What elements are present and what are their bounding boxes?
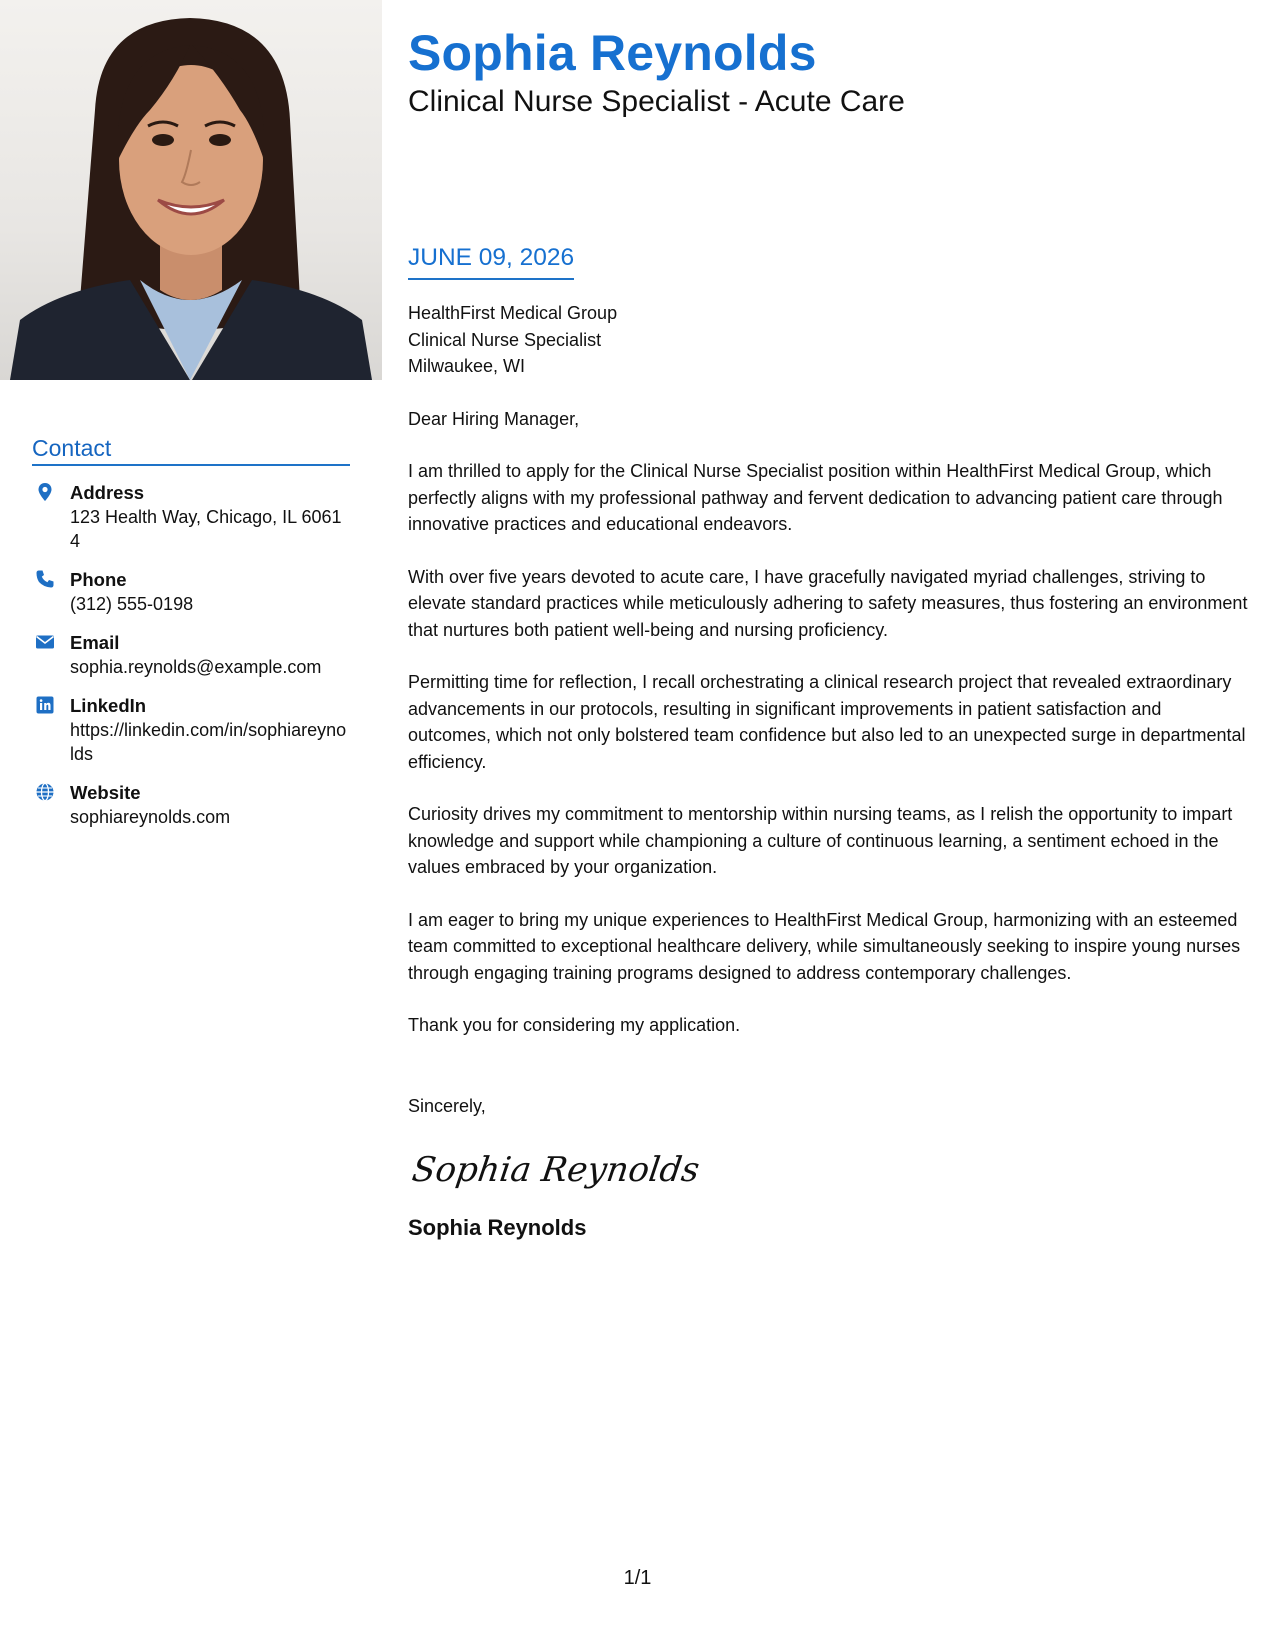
contact-heading: Contact [32,435,350,466]
contact-item-email [32,630,350,679]
contact-label: LinkedIn [70,695,147,716]
letter-paragraph: Curiosity drives my commitment to mentorship within nursing teams, as I relish the opportunity to impart knowledge and support while championing a culture of continuous learning, a sentiment echoed in the values embraced by your organization. [408,804,1233,877]
letter-paragraph: Thank you for considering my application. [408,1015,741,1035]
contact-item-phone [32,567,350,616]
portrait-illustration [0,0,382,380]
letter-paragraph: With over five years devoted to acute care, I have gracefully navigated myriad challenges, striving to elevate standard practices while meticulously adhering to safety measures, thus fostering an environment that nurtures both patient well-being and nursing proficiency. [408,566,1248,640]
linkedin-icon [35,695,55,715]
profile-photo [0,0,382,380]
sidebar [32,435,350,829]
letter-paragraph: Permitting time for reflection, I recall orchestrating a clinical research project that revealed extraordinary advancements in our protocols, resulting in significant improvements in patient satisfaction and outcomes, which not only bolstered team confidence but also led to an unexpected surge in departmental efficiency. [408,672,1246,772]
contact-value: 123 Health Way, Chicago, IL 60614 [70,507,342,551]
signed-name: Sophia Reynolds [408,1215,587,1240]
contact-label: Email [70,632,120,653]
contact-item-address [32,480,350,553]
contact-item-linkedin [32,693,350,766]
svg-text:Sophia Reynolds: Sophia Reynolds [409,1150,702,1190]
phone-icon [35,569,55,589]
map-pin-icon [35,482,55,502]
contact-label: Website [70,782,141,803]
signature-image [408,1145,1248,1195]
closing: Sincerely, [408,1095,486,1116]
greeting: Dear Hiring Manager, [408,408,580,429]
globe-icon [35,782,55,802]
page-number: 1/1 [623,1567,652,1589]
contact-label: Phone [70,569,127,590]
recipient-company: HealthFirst Medical Group [408,303,618,323]
envelope-icon [35,632,55,652]
contact-value: (312) 555-0198 [70,594,194,614]
contact-label: Address [70,482,145,503]
letter-main [408,22,1248,1241]
contact-item-website [32,780,350,829]
letter-date: JUNE 09, 2026 [408,244,574,280]
job-title: Clinical Nurse Specialist - Acute Care [408,85,905,118]
applicant-name: Sophia Reynolds [408,25,817,81]
recipient-position: Clinical Nurse Specialist [408,329,602,350]
letter-paragraph: I am thrilled to apply for the Clinical Nurse Specialist position within HealthFirst Medical Group, which perfectly aligns with my professional pathway and fervent dedication to advancing patient care through innovative practices and educational endeavors. [408,461,1223,534]
recipient-block [408,300,1248,380]
linkedin-link[interactable]: https://linkedin.com/in/sophiareynolds [70,720,347,764]
website-link[interactable]: sophiareynolds.com [70,807,231,827]
letter-paragraph: I am eager to bring my unique experiences to HealthFirst Medical Group, harmonizing with an esteemed team committed to exceptional healthcare delivery, while simultaneously seeking to inspire young nurses through engaging training programs designed to address contemporary challenges. [408,909,1241,983]
email-link[interactable]: sophia.reynolds@example.com [70,657,322,677]
recipient-location: Milwaukee, WI [408,356,526,376]
